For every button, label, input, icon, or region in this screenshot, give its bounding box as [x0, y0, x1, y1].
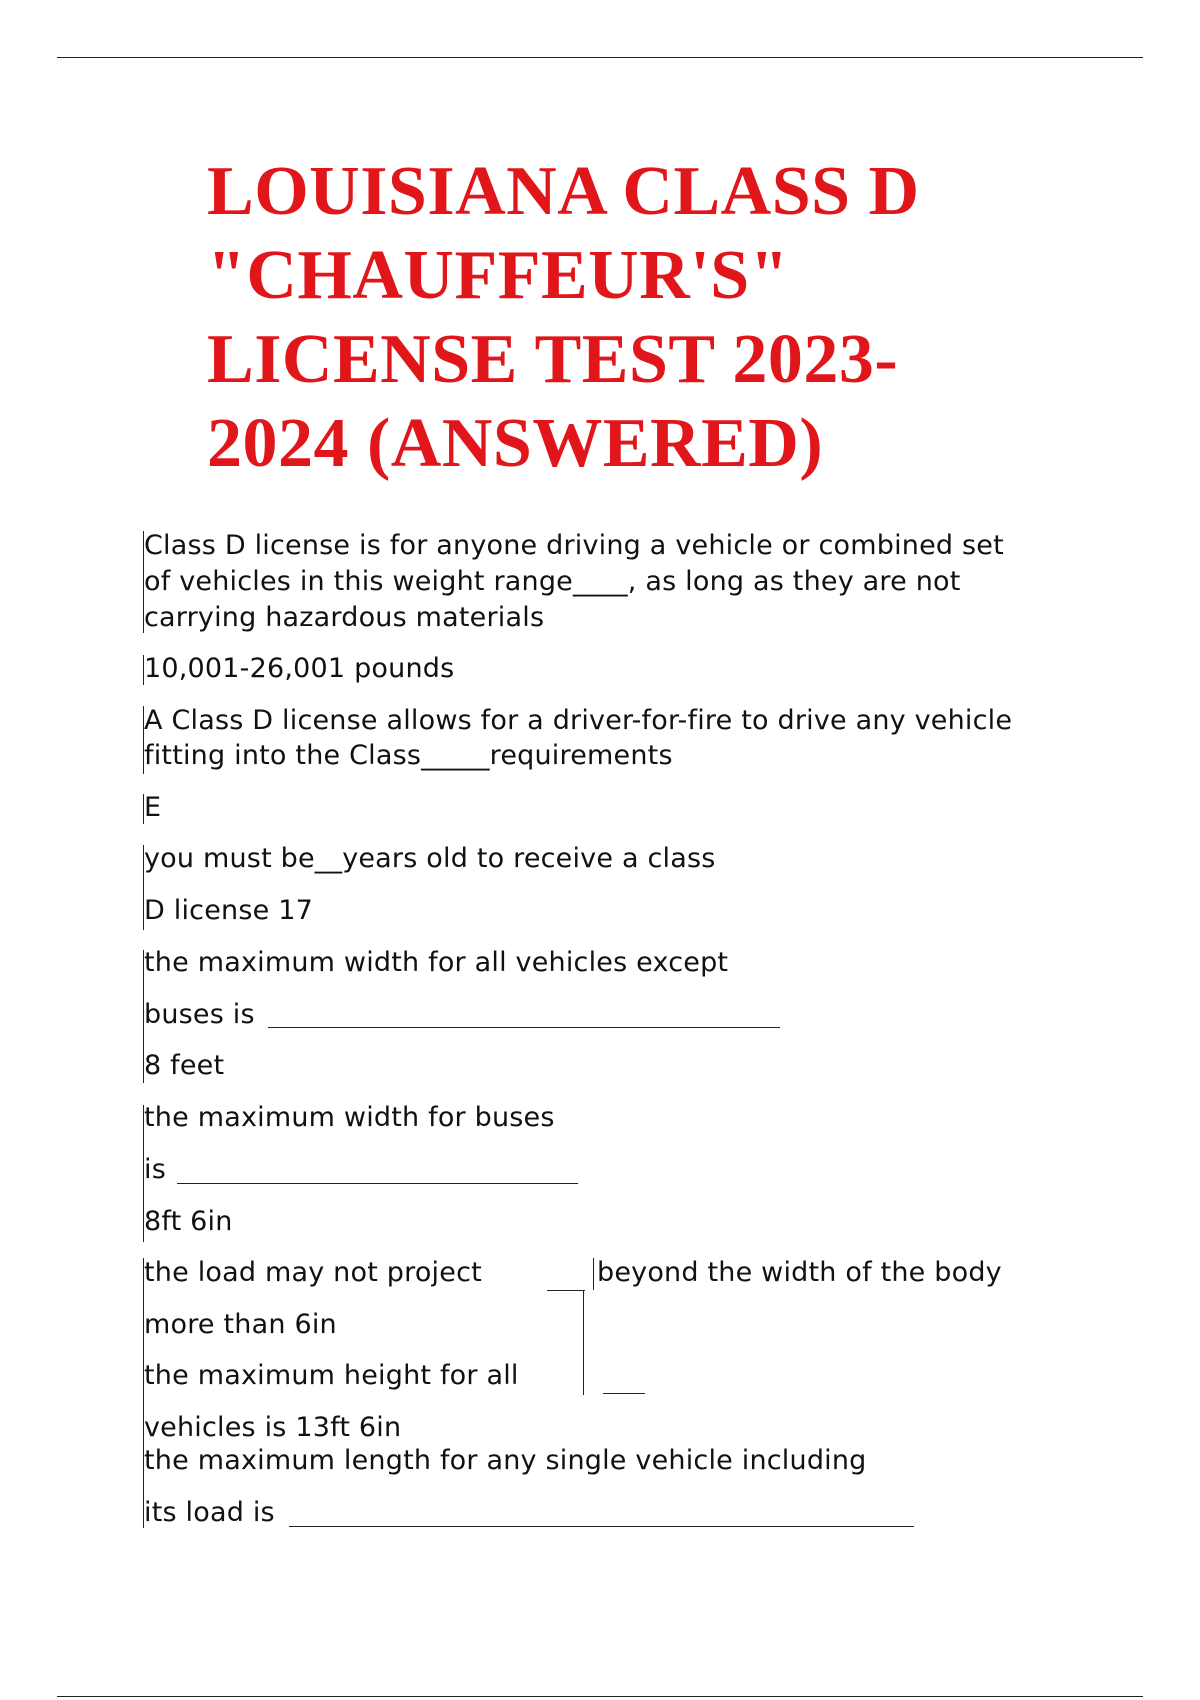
answer-1: 10,001-26,001 pounds — [144, 653, 455, 684]
bottom-rule — [57, 1696, 1143, 1697]
title-line-1: LOUISIANA CLASS D — [207, 153, 920, 230]
question-2-line-1: A Class D license allows for a driver-for-fire to drive any vehicle — [144, 705, 1013, 736]
question-1-line-3: carrying hazardous materials — [144, 602, 545, 633]
question-6-part-2: beyond the width of the body — [597, 1257, 1002, 1288]
answer-4: 8 feet — [144, 1050, 225, 1081]
question-2-line-2: fitting into the Class_____requirements — [144, 740, 673, 771]
answer-5: 8ft 6in — [144, 1206, 233, 1237]
title-line-3: LICENSE TEST 2023- — [207, 321, 899, 398]
question-1-line-1: Class D license is for anyone driving a vehicle or combined set — [144, 530, 1004, 561]
question-8-line-2: its load is — [144, 1497, 275, 1528]
margin-bar — [593, 1258, 594, 1290]
question-3-line-2: D license 17 — [144, 895, 313, 926]
answer-blank — [289, 1526, 914, 1527]
question-6-part-1: the load may not project — [144, 1257, 482, 1288]
answer-blank — [603, 1393, 645, 1394]
title-line-2: "CHAUFFEUR'S" — [207, 237, 790, 314]
answer-2: E — [144, 792, 162, 823]
top-rule — [57, 57, 1143, 58]
question-6-line-2: more than 6in — [144, 1309, 337, 1340]
answer-blank — [177, 1183, 578, 1184]
question-7-line-1: the maximum height for all — [144, 1360, 519, 1391]
question-5-line-2: is — [144, 1154, 166, 1185]
answer-blank — [547, 1290, 585, 1291]
question-4-line-2: buses is — [144, 999, 255, 1030]
question-3-line-1: you must be__years old to receive a class — [144, 843, 716, 874]
question-4-line-1: the maximum width for all vehicles except — [144, 947, 729, 978]
answer-blank — [268, 1027, 780, 1028]
question-7-line-2: vehicles is 13ft 6in — [144, 1412, 402, 1443]
document-title — [207, 150, 1007, 486]
question-8-line-1: the maximum length for any single vehicle including — [144, 1445, 867, 1476]
question-5-line-1: the maximum width for buses — [144, 1102, 555, 1133]
question-1-line-2: of vehicles in this weight range____, as long as they are not — [144, 566, 961, 597]
connector-line — [583, 1290, 584, 1395]
title-line-4: 2024 (ANSWERED) — [207, 405, 824, 482]
